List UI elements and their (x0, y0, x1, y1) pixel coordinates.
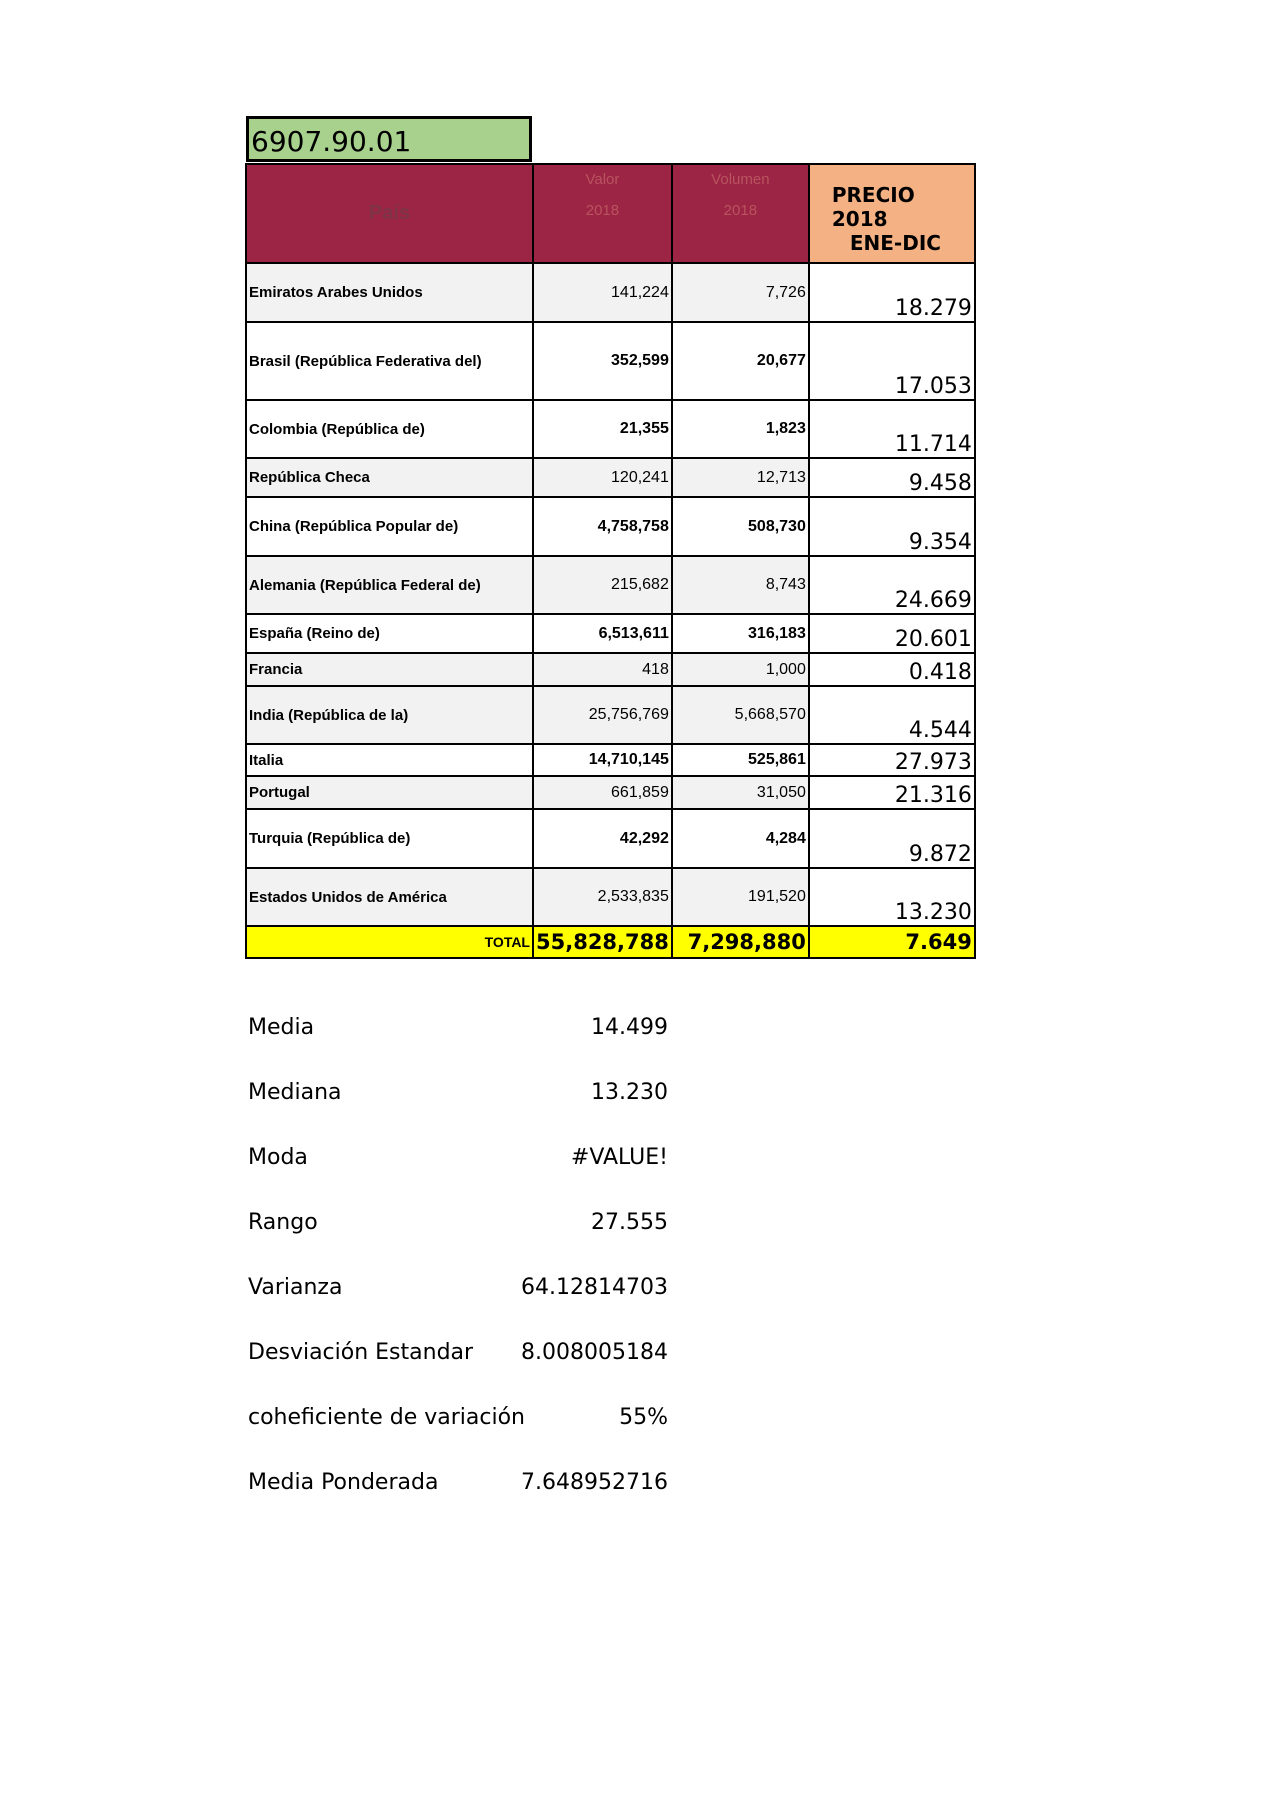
country-cell[interactable]: China (República Popular de) (246, 497, 533, 556)
stat-value[interactable]: 8.008005184 (521, 1340, 668, 1365)
tariff-code: 6907.90.01 (251, 125, 412, 158)
header-precio-period: ENE-DIC (849, 231, 941, 255)
valor-cell[interactable]: 2,533,835 (533, 868, 672, 926)
valor-cell[interactable]: 25,756,769 (533, 686, 672, 744)
volumen-cell[interactable]: 5,668,570 (672, 686, 809, 744)
precio-cell[interactable]: 18.279 (809, 263, 975, 322)
table-row (246, 458, 975, 497)
stat-coeficiente (248, 1405, 668, 1470)
volumen-cell[interactable]: 8,743 (672, 556, 809, 614)
stat-value[interactable]: 55% (619, 1405, 668, 1430)
table-row (246, 809, 975, 868)
precio-cell[interactable]: 24.669 (809, 556, 975, 614)
precio-cell[interactable]: 13.230 (809, 868, 975, 926)
valor-cell[interactable]: 6,513,611 (533, 614, 672, 653)
table-row (246, 686, 975, 744)
precio-cell[interactable]: 27.973 (809, 744, 975, 776)
stat-value[interactable]: 64.12814703 (521, 1275, 668, 1300)
table-row (246, 614, 975, 653)
table-row (246, 263, 975, 322)
valor-cell[interactable]: 14,710,145 (533, 744, 672, 776)
header-valor[interactable] (533, 164, 672, 263)
volumen-cell[interactable]: 1,823 (672, 400, 809, 458)
country-cell[interactable]: República Checa (246, 458, 533, 497)
valor-cell[interactable]: 661,859 (533, 776, 672, 809)
stat-value[interactable]: 27.555 (591, 1210, 668, 1235)
country-cell[interactable]: Alemania (República Federal de) (246, 556, 533, 614)
valor-cell[interactable]: 215,682 (533, 556, 672, 614)
country-cell[interactable]: Emiratos Arabes Unidos (246, 263, 533, 322)
import-price-table (245, 163, 976, 959)
precio-cell[interactable]: 21.316 (809, 776, 975, 809)
stat-label[interactable]: Desviación Estandar (248, 1340, 474, 1365)
header-volumen-year: 2018 (723, 202, 758, 219)
precio-cell[interactable]: 17.053 (809, 322, 975, 400)
volumen-cell[interactable]: 4,284 (672, 809, 809, 868)
stat-mediana (248, 1080, 668, 1145)
table-row (246, 497, 975, 556)
stat-desviacion (248, 1340, 668, 1405)
volumen-cell[interactable]: 525,861 (672, 744, 809, 776)
precio-cell[interactable]: 11.714 (809, 400, 975, 458)
total-volumen[interactable]: 7,298,880 (672, 926, 809, 958)
table-row (246, 556, 975, 614)
volumen-cell[interactable]: 7,726 (672, 263, 809, 322)
volumen-cell[interactable]: 191,520 (672, 868, 809, 926)
stat-moda (248, 1145, 668, 1210)
total-precio[interactable]: 7.649 (809, 926, 975, 958)
valor-cell[interactable]: 42,292 (533, 809, 672, 868)
table-row (246, 322, 975, 400)
header-valor-label: Valor (585, 171, 620, 188)
header-precio[interactable] (809, 164, 975, 263)
stat-label[interactable]: Varianza (248, 1275, 343, 1300)
stat-media-ponderada (248, 1470, 668, 1535)
stat-label[interactable]: Rango (248, 1210, 318, 1235)
stat-label[interactable]: coheficiente de variación (248, 1405, 525, 1430)
country-cell[interactable]: India (República de la) (246, 686, 533, 744)
stat-value[interactable]: 7.648952716 (521, 1470, 668, 1495)
valor-cell[interactable]: 21,355 (533, 400, 672, 458)
valor-cell[interactable]: 418 (533, 653, 672, 686)
stat-label[interactable]: Moda (248, 1145, 308, 1170)
header-precio-year: 2018 (831, 207, 888, 231)
precio-cell[interactable]: 9.872 (809, 809, 975, 868)
stat-media (248, 1015, 668, 1080)
stat-label[interactable]: Mediana (248, 1080, 342, 1105)
valor-cell[interactable]: 120,241 (533, 458, 672, 497)
stat-varianza (248, 1275, 668, 1340)
precio-cell[interactable]: 0.418 (809, 653, 975, 686)
table-row (246, 776, 975, 809)
precio-cell[interactable]: 9.354 (809, 497, 975, 556)
volumen-cell[interactable]: 1,000 (672, 653, 809, 686)
stat-rango (248, 1210, 668, 1275)
total-row (246, 926, 975, 958)
stat-value[interactable]: 14.499 (591, 1015, 668, 1040)
table-row (246, 653, 975, 686)
country-cell[interactable]: Colombia (República de) (246, 400, 533, 458)
table-row (246, 868, 975, 926)
volumen-cell[interactable]: 12,713 (672, 458, 809, 497)
precio-cell[interactable]: 9.458 (809, 458, 975, 497)
table-row (246, 744, 975, 776)
volumen-cell[interactable]: 316,183 (672, 614, 809, 653)
country-cell[interactable]: Italia (246, 744, 533, 776)
country-cell[interactable]: Turquia (República de) (246, 809, 533, 868)
header-volumen[interactable] (672, 164, 809, 263)
country-cell[interactable]: Estados Unidos de América (246, 868, 533, 926)
valor-cell[interactable]: 141,224 (533, 263, 672, 322)
precio-cell[interactable]: 4.544 (809, 686, 975, 744)
country-cell[interactable]: Portugal (246, 776, 533, 809)
stat-label[interactable]: Media (248, 1015, 315, 1040)
country-cell[interactable]: Brasil (República Federativa del) (246, 322, 533, 400)
total-label[interactable]: TOTAL (246, 926, 533, 958)
valor-cell[interactable]: 352,599 (533, 322, 672, 400)
country-cell[interactable]: España (Reino de) (246, 614, 533, 653)
header-volumen-label: Volumen (711, 171, 770, 188)
volumen-cell[interactable]: 508,730 (672, 497, 809, 556)
volumen-cell[interactable]: 31,050 (672, 776, 809, 809)
precio-cell[interactable]: 20.601 (809, 614, 975, 653)
stat-label[interactable]: Media Ponderada (248, 1470, 439, 1495)
valor-cell[interactable]: 4,758,758 (533, 497, 672, 556)
header-valor-year: 2018 (585, 202, 620, 219)
statistics-block (248, 1015, 668, 1535)
header-row (246, 164, 975, 263)
country-cell[interactable]: Francia (246, 653, 533, 686)
table-row (246, 400, 975, 458)
tariff-code-cell[interactable] (246, 116, 532, 162)
stat-value[interactable]: 13.230 (591, 1080, 668, 1105)
volumen-cell[interactable]: 20,677 (672, 322, 809, 400)
total-valor[interactable]: 55,828,788 (533, 926, 672, 958)
stat-value[interactable]: #VALUE! (570, 1145, 668, 1170)
header-precio-label: PRECIO (831, 183, 915, 207)
header-pais[interactable]: País (246, 164, 533, 263)
